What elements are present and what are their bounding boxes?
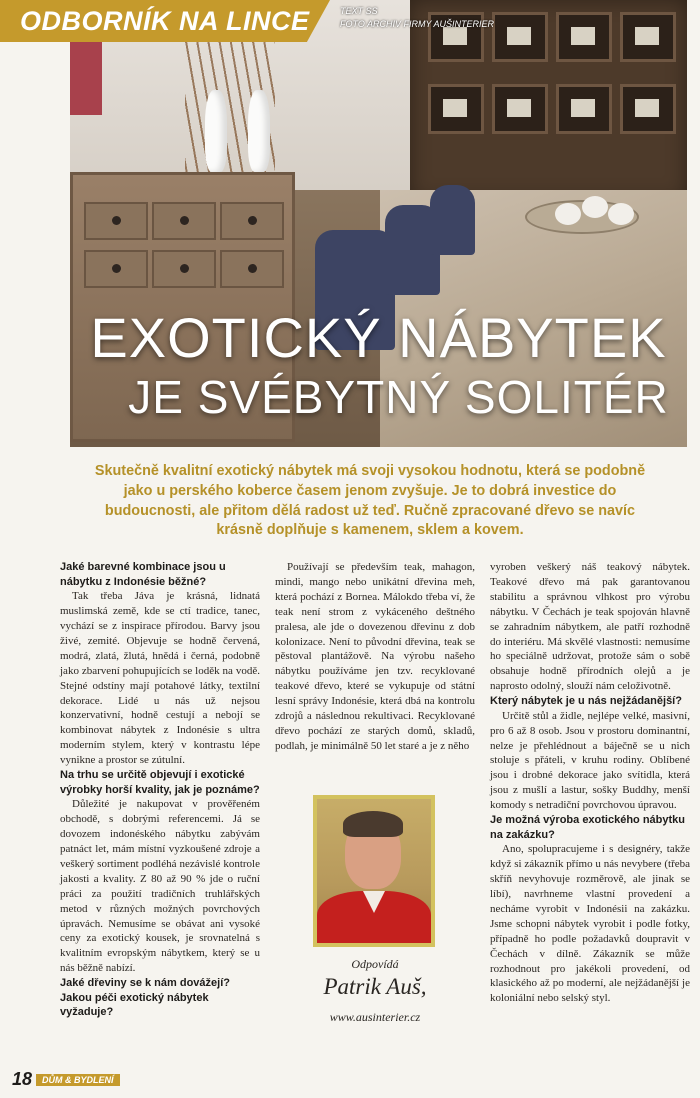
magazine-name: DŮM & BYDLENÍ xyxy=(36,1074,120,1086)
question: Který nábytek je u nás nejžádanější? xyxy=(490,695,682,708)
answer: Tak třeba Jáva je krásná, lidnatá muslimská země, kde se ctí tradice, tanec, vychází se z inspirace přírodou. Barvy jsou živé, zemité. Objevuje se hodně červená, modrá, zlatá, žlutá, hnědá i černá, podobně jako zbarvení pohupujících se loděk na vodě. Stejné odstíny mají potahové látky, textilní dekorace. Lidé u nás už nejsou konzervativní, hodně cestují a nebojí se kombinovat nábytek z Indonésie s ultra moderním stylem, který v kontrastu lépe vynikne a prostor se zútulní. xyxy=(60,590,260,767)
answer: Ano, spolupracujeme i s designéry, takže když si zákazník přímo u nás nevybere (třeba skříň nevyhovuje rozměrově, ale jinak se líbí), navrhneme vlastní provedení a necháme vyrobit v Indonésii na zakázku. Jsme schopni nábytek vyrobit i podle fotky, případně ho podle požadavků doupravit v Čechách v dílně. Zákazník se může rozhodnout pro jakékoli provedení, od klasického až po moderní, ale nejžádanější je koloniální nebo selský styl. xyxy=(490,843,690,1005)
photo-egg xyxy=(555,203,581,225)
column-3 xyxy=(490,560,690,1006)
question: Jaké dřeviny se k nám dovážejí? Jakou péči exotický nábytek vyžaduje? xyxy=(60,977,230,1019)
question: Je možná výroba exotického nábytku na zakázku? xyxy=(490,814,686,841)
question: Jaké barevné kombinace jsou u nábytku z Indonésie běžné? xyxy=(60,561,226,588)
photo-egg xyxy=(582,196,608,218)
author-portrait xyxy=(313,795,435,947)
credits xyxy=(340,5,494,31)
answer: Důležité je nakupovat v prověřeném obchodě, s dobrými referencemi. Já se dovozem indonéského nábytku zabývám patnáct let, mám místní vyzkoušené zdroje a veškerý sortiment podléhá nezávislé kontrole jakosti a kvality. Z 80 až 90 % jde o ruční práci za použití tradičních truhlářských metod v různých možných povrchových úpravách. Nemusíme se obávat ani vysoké ceny za exotický kousek, je srovnatelná s kvalitním evropským nábytkem, který se u nás běžně nabízí. xyxy=(60,798,260,975)
author-website: www.ausinterier.cz xyxy=(329,1010,421,1024)
photo-chair xyxy=(430,185,475,255)
section-title: ODBORNÍK NA LINCE xyxy=(20,6,310,36)
text-credit: TEXT SS xyxy=(340,6,378,16)
hero-photo xyxy=(70,0,687,447)
column-2 xyxy=(275,560,475,754)
answer: Používají se především teak, mahagon, mindi, mango nebo unikátní dřevina meh, která pochází z Bornea. Málokdo třeba ví, že teak není strom z vykáceného deštného pralesa, ale jde o dovezenou dřevinu z dob kolonizace. Není to původní dřevina, teak se pěstoval plantážově. Na výrobu našeho nábytku používáme jen tzv. recyklované teakové dřevo, které se vykupuje od státní lesní správy Indonésie, která dbá na kontrolu zdrojů a následnou rekultivaci. Recyklované dřevo pochází ze starých domů, skladů, podlah, je minimálně 50 let staré a je z něho xyxy=(275,561,475,752)
photo-vase xyxy=(248,90,270,172)
photo-egg xyxy=(608,203,634,225)
author-name: Patrik Auš, xyxy=(323,974,427,999)
column-1 xyxy=(60,560,260,1020)
article-title-line1: EXOTICKÝ NÁBYTEK xyxy=(90,306,667,369)
page-number: 18 xyxy=(12,1069,33,1089)
answer: Určitě stůl a židle, nejlépe velké, masivní, pro 6 až 8 osob. Jsou v prostoru dominantní, nelze je přehlédnout a báječně se u nich stoluje s přáteli, v kruhu rodiny. Oblíbené jsou i drobné dekorace jako svítidla, která jsou z mušlí a lastur, sošky Buddhy, menší komody s netradiční povrchovou úpravou. xyxy=(490,709,690,812)
answer: vyroben veškerý náš teakový nábytek. Teakové dřevo má pak garantovanou stabilitu a správnou vlhkost pro výrobu nábytku. V Čechách je teak spojován hlavně se zahradním nábytkem, ale patří rozhodně do interiéru. Má skvělé vlastnosti: nemusíme ho speciálně udržovat, protože sám o sobě obsahuje hodně přírodních olejů a je naprosto odolný, slouží nám celoživotně. xyxy=(490,561,690,693)
article-title-line2: JE SVÉBYTNÝ SOLITÉR xyxy=(128,371,669,423)
page-margin xyxy=(0,42,70,447)
author-label: Odpovídá xyxy=(351,957,399,971)
question: Na trhu se určitě objevují i exotické výrobky horší kvality, jak je poznáme? xyxy=(60,769,260,796)
lead-paragraph: Skutečně kvalitní exotický nábytek má svoji vysokou hodnotu, která se podobně jako u perského koberce časem jenom zvyšuje. Je to dobrá investice do budoucnosti, ale přitom dělá radost už teď. Ručně zpracované dřevo se navíc krásně doplňuje s kamenem, sklem a kovem. xyxy=(94,463,646,539)
photo-vase xyxy=(205,90,227,172)
photo-wall-art xyxy=(70,40,102,115)
photo-credit: FOTO ARCHIV FIRMY AUŠINTERIER xyxy=(340,19,495,29)
